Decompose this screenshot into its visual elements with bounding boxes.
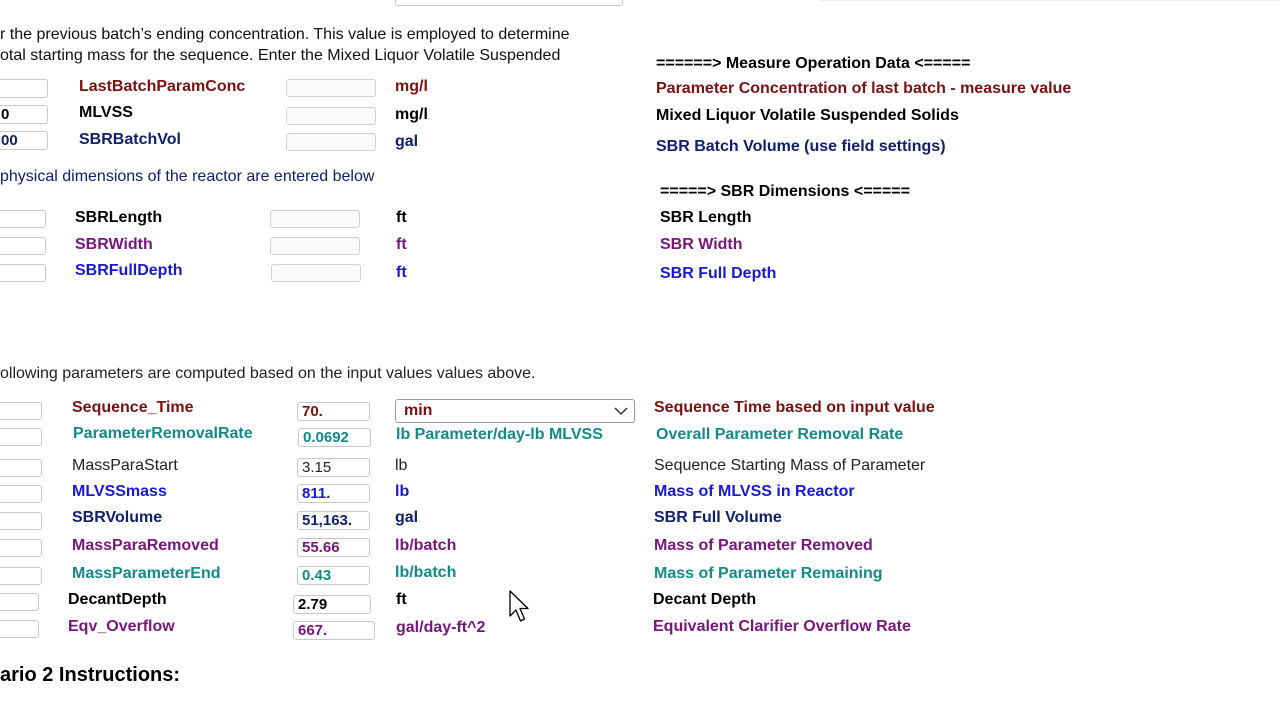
decant-depth-description: Decant Depth: [653, 591, 757, 608]
mass-parameter-end-value: 0.43: [297, 566, 370, 585]
sequence-time-unit-value: min: [404, 402, 433, 419]
sbrbatchvol-input[interactable]: 00: [0, 131, 48, 150]
mass-para-start-unit: lb: [395, 457, 408, 474]
parameter-removal-rate-label: ParameterRemovalRate: [73, 425, 253, 442]
sbrvolume-value: 51,163.: [297, 511, 370, 530]
mlvssmass-label: MLVSSmass: [72, 483, 167, 500]
sbrbatchvol-unit: gal: [395, 133, 419, 150]
sequence-time-label: Sequence_Time: [72, 399, 194, 416]
computed-intro: ollowing parameters are computed based on the input values values above.: [0, 365, 536, 382]
chevron-down-icon: [614, 407, 628, 416]
sbrwidth-unit: ft: [396, 236, 407, 253]
mass-parameter-end-description: Mass of Parameter Remaining: [654, 565, 883, 582]
sbrlength-label: SBRLength: [75, 209, 163, 226]
eqv-overflow-input[interactable]: [0, 620, 39, 638]
sbrlength-input[interactable]: [0, 210, 46, 228]
parameter-removal-rate-value: 0.0692: [298, 428, 371, 447]
mass-para-removed-input[interactable]: [0, 539, 42, 557]
top-shadow-divider: [820, 0, 1280, 2]
mlvssmass-input[interactable]: [0, 485, 42, 503]
sbrwidth-input[interactable]: [0, 237, 46, 255]
mass-para-removed-label: MassParaRemoved: [72, 537, 219, 554]
sbrlength-description: SBR Length: [660, 209, 752, 226]
eqv-overflow-label: Eqv_Overflow: [68, 618, 175, 635]
mass-parameter-end-input[interactable]: [0, 567, 42, 585]
scenario-2-instructions-heading: ario 2 Instructions:: [0, 664, 181, 686]
parameter-removal-rate-description: Overall Parameter Removal Rate: [656, 426, 904, 443]
sbrvolume-input[interactable]: [0, 512, 42, 530]
sbrlength-unit: ft: [396, 209, 407, 226]
sbrwidth-description: SBR Width: [660, 236, 743, 253]
measure-operation-header: ======> Measure Operation Data <=====: [656, 55, 971, 72]
decant-depth-input[interactable]: [0, 593, 39, 611]
sbrfulldepth-label: SBRFullDepth: [75, 262, 183, 279]
sbrbatchvol-description: SBR Batch Volume (use field settings): [656, 138, 946, 155]
sbrlength-field[interactable]: [270, 210, 360, 228]
mass-para-removed-value: 55.66: [297, 538, 370, 557]
eqv-overflow-description: Equivalent Clarifier Overflow Rate: [653, 618, 911, 635]
mlvss-input[interactable]: 0: [0, 105, 48, 124]
sbrvolume-label: SBRVolume: [72, 509, 163, 526]
sbrbatchvol-field[interactable]: [286, 133, 376, 151]
sbrbatchvol-label: SBRBatchVol: [79, 131, 181, 148]
sbrwidth-label: SBRWidth: [75, 236, 153, 253]
sbrfulldepth-input[interactable]: [0, 264, 46, 282]
top-field-partial[interactable]: [395, 0, 623, 6]
mass-parameter-end-label: MassParameterEnd: [72, 565, 221, 582]
sequence-time-unit-select[interactable]: [395, 399, 635, 423]
mass-para-start-label: MassParaStart: [72, 457, 178, 474]
sequence-time-input[interactable]: [0, 402, 42, 420]
mlvss-field[interactable]: [286, 107, 376, 125]
decant-depth-value: 2.79: [293, 595, 371, 614]
mouse-pointer-icon: [509, 590, 531, 624]
sbrfulldepth-unit: ft: [396, 264, 407, 281]
lastbatchparamconc-unit: mg/l: [395, 78, 428, 95]
dimensions-intro: physical dimensions of the reactor are entered below: [0, 168, 375, 185]
parameter-removal-rate-unit: lb Parameter/day-lb MLVSS: [396, 426, 603, 443]
mlvssmass-value: 811.: [297, 484, 370, 503]
sbrfulldepth-field[interactable]: [271, 264, 361, 282]
intro-line-2: otal starting mass for the sequence. Enter the Mixed Liquor Volatile Suspended: [0, 47, 561, 64]
lastbatch-input[interactable]: [0, 79, 48, 98]
eqv-overflow-unit: gal/day-ft^2: [396, 619, 486, 636]
sbrfulldepth-description: SBR Full Depth: [660, 265, 777, 282]
eqv-overflow-value: 667.: [293, 621, 375, 640]
removal-rate-input[interactable]: [0, 428, 42, 446]
sbr-dimensions-header: =====> SBR Dimensions <=====: [660, 183, 910, 200]
intro-line-1: r the previous batch’s ending concentration. This value is employed to determine: [0, 26, 570, 43]
sbrwidth-field[interactable]: [270, 237, 360, 255]
sbrvolume-unit: gal: [395, 509, 419, 526]
mlvss-description: Mixed Liquor Volatile Suspended Solids: [656, 107, 959, 124]
mass-para-start-value: 3.15: [297, 458, 370, 477]
mass-para-start-input[interactable]: [0, 459, 42, 477]
mass-para-removed-description: Mass of Parameter Removed: [654, 537, 873, 554]
lastbatchparamconc-field[interactable]: [286, 79, 376, 97]
lastbatchparamconc-label: LastBatchParamConc: [79, 78, 246, 95]
sbrvolume-description: SBR Full Volume: [654, 509, 782, 526]
mlvss-unit: mg/l: [395, 106, 428, 123]
lastbatchparamconc-description: Parameter Concentration of last batch - measure value: [656, 80, 1072, 97]
mlvssmass-unit: lb: [395, 483, 410, 500]
mlvssmass-description: Mass of MLVSS in Reactor: [654, 483, 855, 500]
decant-depth-label: DecantDepth: [68, 591, 167, 608]
sequence-time-value: 70.: [297, 402, 370, 421]
mass-para-start-description: Sequence Starting Mass of Parameter: [654, 457, 926, 474]
mass-para-removed-unit: lb/batch: [395, 537, 457, 554]
mlvss-label: MLVSS: [79, 104, 133, 121]
decant-depth-unit: ft: [396, 591, 407, 608]
mass-parameter-end-unit: lb/batch: [395, 564, 457, 581]
sequence-time-description: Sequence Time based on input value: [654, 399, 935, 416]
